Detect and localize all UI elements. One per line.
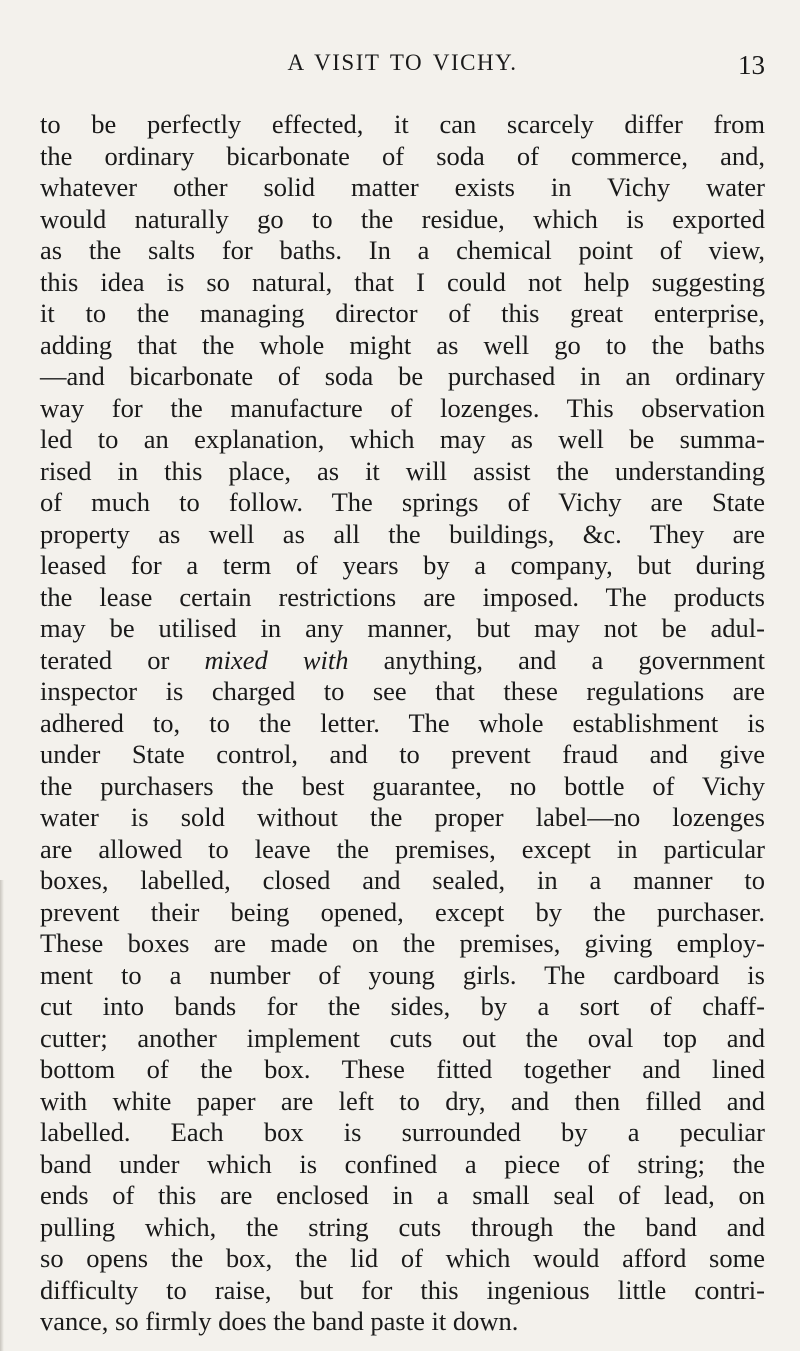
- text-line: pulling which, the string cuts through the band and: [40, 1211, 765, 1242]
- text-line: ends of this are enclosed in a small seal of lead, on: [40, 1180, 765, 1210]
- text-line: led to an explanation, which may as well be summa-: [40, 424, 765, 454]
- text-line: the purchasers the best guarantee, no bottle of Vichy: [40, 770, 765, 801]
- text-line: this idea is so natural, that I could not help suggesting: [40, 266, 765, 297]
- text-line: as the salts for baths. In a chemical point of view,: [40, 235, 765, 265]
- text-line: adhered to, to the letter. The whole establishment is: [40, 707, 765, 738]
- text-line: under State control, and to prevent fraud and give: [40, 739, 765, 769]
- text-line: of much to follow. The springs of Vichy are State: [40, 487, 765, 517]
- text-line: [40, 645, 765, 677]
- text-line: cutter; another implement cuts out the oval top and: [40, 1022, 765, 1053]
- text-line: water is sold without the proper label—no lozenges: [40, 802, 765, 832]
- text-line: —and bicarbonate of soda be purchased in an ordinary: [40, 361, 765, 391]
- text-line: way for the manufacture of lozenges. This observation: [40, 392, 765, 423]
- text-line: it to the managing director of this great enterprise,: [40, 298, 765, 328]
- text-line: labelled. Each box is surrounded by a peculiar: [40, 1117, 765, 1147]
- text-line: would naturally go to the residue, which is exported: [40, 203, 765, 234]
- text-line: with white paper are left to dry, and then filled and: [40, 1085, 765, 1116]
- italic-phrase: mixed with: [204, 644, 349, 675]
- text-line: rised in this place, as it will assist the understanding: [40, 455, 765, 486]
- text-line: leased for a term of years by a company, but during: [40, 550, 765, 580]
- text-segment: terated or: [40, 644, 205, 675]
- running-title: A VISIT TO VICHY.: [287, 50, 518, 75]
- text-line: cut into bands for the sides, by a sort of chaff-: [40, 991, 765, 1021]
- text-segment: anything, and a government: [348, 644, 765, 675]
- text-line: These boxes are made on the premises, giving employ-: [40, 928, 765, 958]
- text-line: whatever other solid matter exists in Vichy water: [40, 172, 765, 202]
- text-line: band under which is confined a piece of string; the: [40, 1148, 765, 1179]
- text-line: may be utilised in any manner, but may not be adul-: [40, 613, 765, 643]
- text-line: adding that the whole might as well go to the baths: [40, 329, 765, 360]
- page-number: 13: [738, 50, 765, 80]
- text-line: boxes, labelled, closed and sealed, in a manner to: [40, 865, 765, 895]
- text-line: the lease certain restrictions are imposed. The products: [40, 581, 765, 612]
- text-line: prevent their being opened, except by the purchaser.: [40, 896, 765, 927]
- text-line: are allowed to leave the premises, except in particular: [40, 833, 765, 864]
- gutter-shadow: [0, 880, 4, 1351]
- text-line: difficulty to raise, but for this ingenious little contri-: [40, 1274, 765, 1305]
- running-head: [40, 50, 765, 82]
- text-line: to be perfectly effected, it can scarcely differ from: [40, 109, 765, 139]
- text-line: property as well as all the buildings, &c. They are: [40, 518, 765, 549]
- body-text: [40, 109, 765, 1338]
- text-line: so opens the box, the lid of which would afford some: [40, 1243, 765, 1273]
- text-line: inspector is charged to see that these regulations are: [40, 676, 765, 706]
- text-line: ment to a number of young girls. The cardboard is: [40, 959, 765, 990]
- text-line: bottom of the box. These fitted together and lined: [40, 1054, 765, 1084]
- text-line: the ordinary bicarbonate of soda of commerce, and,: [40, 140, 765, 171]
- text-line: vance, so firmly does the band paste it down.: [40, 1306, 519, 1336]
